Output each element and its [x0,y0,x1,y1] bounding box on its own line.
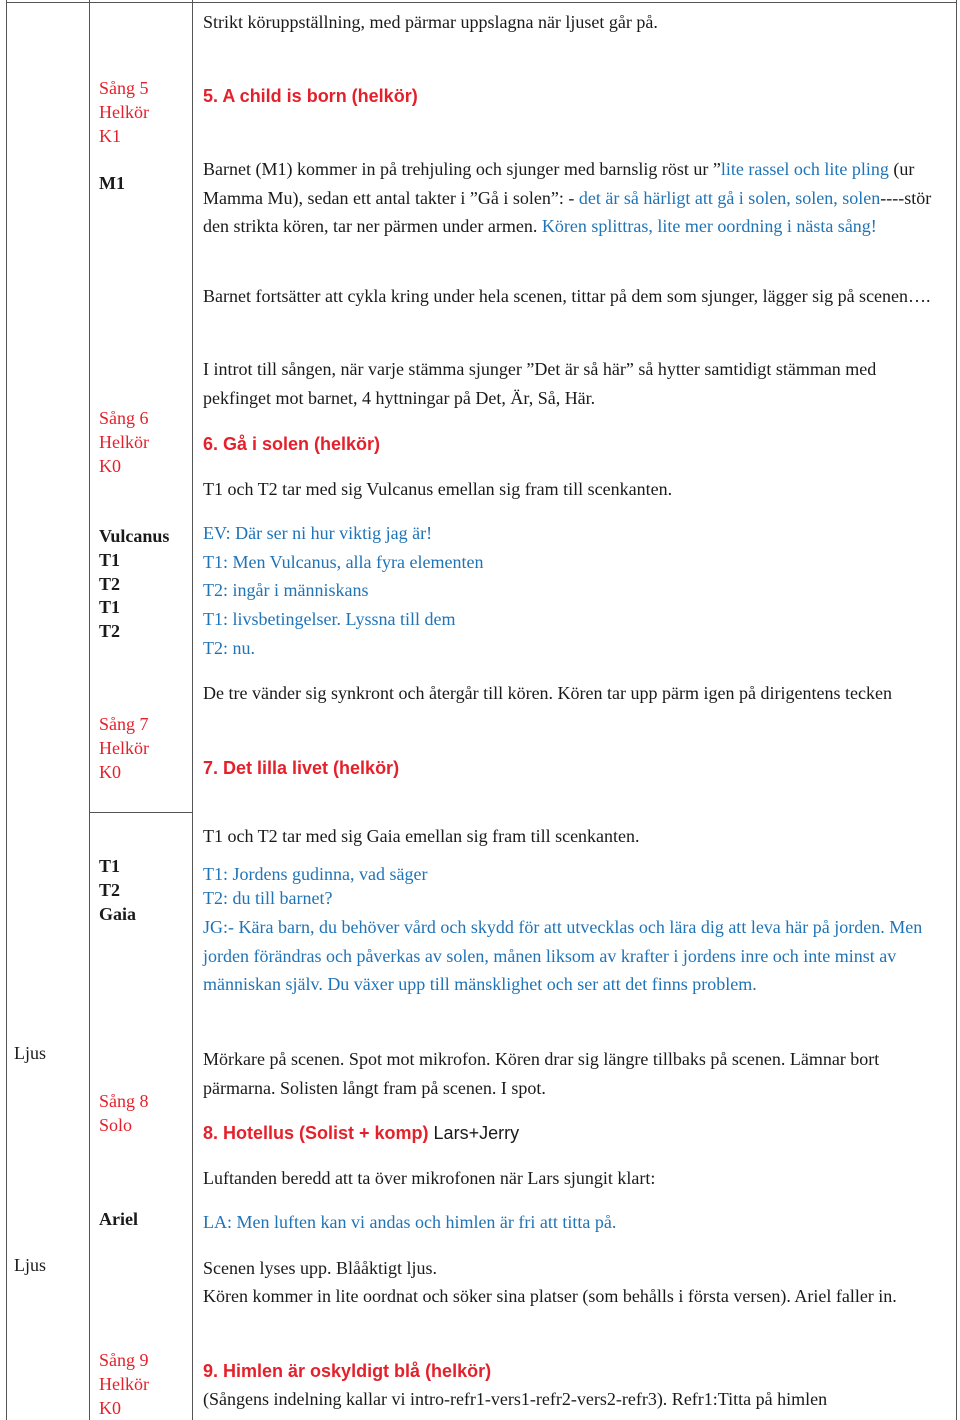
stage-direction: De tre vänder sig synkront och återgår till kören. Kören tar upp pärm igen på dirigentens tecken [203,683,892,703]
character-label: T1 [99,597,121,617]
table-divider-2 [192,0,193,1420]
song-heading: 6. Gå i solen (helkör) [203,434,381,454]
stage-direction: T1 och T2 tar med sig Gaia emellan sig fram till scenkanten. [203,826,640,846]
song-label: Helkör [99,1374,149,1394]
character-label: T1 [99,856,121,876]
character-label: T1 [99,550,121,570]
stage-direction: Barnet fortsätter att cykla kring under hela scenen, tittar på dem som sjunger, lägger sig på scenen…. [203,286,931,306]
dialogue-line: T2: ingår i människans [203,580,369,600]
song-label: K0 [99,1398,121,1418]
dialogue-line: T1: livsbetingelser. Lyssna till dem [203,609,456,629]
character-label: M1 [99,173,125,193]
stage-direction: Mörkare på scenen. Spot mot mikrofon. Kören drar sig längre tillbaks på scenen. Lämnar bort pärmarna. Solisten långt fram på scenen. I spot. [203,1049,880,1098]
character-label: T2 [99,574,121,594]
stage-direction: Strikt köruppställning, med pärmar uppslagna när ljuset går på. [203,12,658,32]
dialogue-line: EV: Där ser ni hur viktig jag är! [203,523,433,543]
dialogue-line: T2: nu. [203,638,255,658]
table-divider-1 [89,0,90,1420]
stage-direction: Scenen lyses upp. Blååktigt ljus. [203,1258,437,1278]
song-heading: 5. A child is born (helkör) [203,86,418,106]
stage-direction: Kören kommer in lite oordnat och söker sina platser (som behålls i första versen). Ariel faller in. [203,1286,897,1306]
light-cue: Ljus [14,1043,47,1063]
song-label: Solo [99,1115,133,1135]
song-label: Sång 7 [99,714,149,734]
character-label: Gaia [99,904,137,924]
table-border-left [6,0,7,1420]
song-label: Sång 9 [99,1350,149,1370]
song-label: Helkör [99,738,149,758]
song-heading: 7. Det lilla livet (helkör) [203,758,400,778]
song-label: K0 [99,456,121,476]
dialogue-line: JG:- Kära barn, du behöver vård och skydd för att utvecklas och lära dig att leva här på jorden. Men jorden förändras och påverkas av solen, månen liksom av krafter i jordens inre och inte minst av människan själv. Du växer upp till mänsklighet och ser att det finns problem. [203,917,923,994]
character-label: Vulcanus [99,526,170,546]
song-label: Helkör [99,432,149,452]
character-label: Ariel [99,1209,138,1229]
character-label: T2 [99,621,121,641]
stage-direction: (Sångens indelning kallar vi intro-refr1-vers1-refr2-vers2-refr3). Refr1:Titta på himlen [203,1389,828,1409]
song-label: Sång 5 [99,78,149,98]
song-heading: 9. Himlen är oskyldigt blå (helkör) [203,1361,492,1381]
stage-direction: I introt till sången, när varje stämma sjunger ”Det är så här” så hytter samtidigt stämman med pekfinget mot barnet, 4 hyttningar på Det, Är, Så, Här. [203,359,877,408]
light-cue: Ljus [14,1255,47,1275]
song-heading: 8. Hotellus (Solist + komp) Lars+Jerry [203,1123,520,1143]
table-border-top [6,2,957,3]
stage-direction: Luftanden beredd att ta över mikrofonen när Lars sjungit klart: [203,1168,656,1188]
stage-direction: Barnet (M1) kommer in på trehjuling och sjunger med barnslig röst ur ”lite rassel och lite pling (ur Mamma Mu), sedan ett antal takter i ”Gå i solen”: - det är så härligt att gå i solen, solen, solen----stör den strikta kören, tar ner pärmen under armen. Kören splittras, lite mer oordning i nästa sång! [203,159,932,236]
song-label: K0 [99,762,121,782]
song-label: Sång 6 [99,408,149,428]
song-label: Helkör [99,102,149,122]
table-border-right [956,0,957,1420]
dialogue-line: T1: Men Vulcanus, alla fyra elementen [203,552,484,572]
row-divider [89,812,193,813]
dialogue-line: T1: Jordens gudinna, vad säger [203,864,428,884]
song-label: Sång 8 [99,1091,149,1111]
dialogue-line: LA: Men luften kan vi andas och himlen är fri att titta på. [203,1212,617,1232]
stage-direction: T1 och T2 tar med sig Vulcanus emellan sig fram till scenkanten. [203,479,673,499]
dialogue-line: T2: du till barnet? [203,888,333,908]
song-label: K1 [99,126,121,146]
character-label: T2 [99,880,121,900]
